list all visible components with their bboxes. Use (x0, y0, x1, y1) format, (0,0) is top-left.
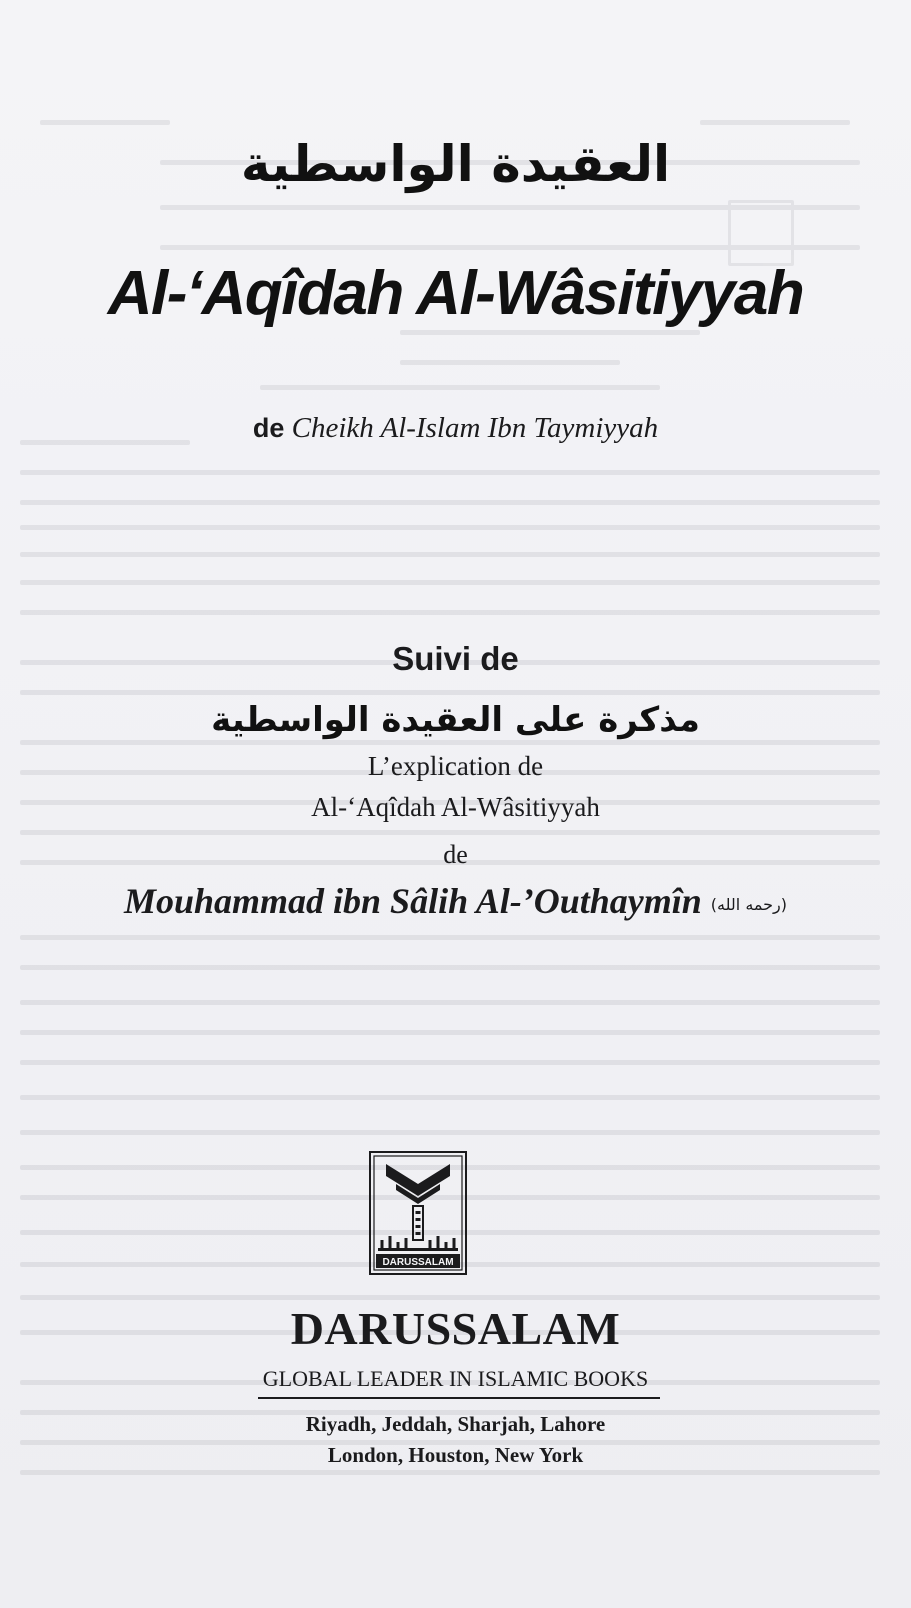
publisher-cities-1: Riyadh, Jeddah, Sharjah, Lahore (305, 1412, 606, 1436)
explanation-line-1: L’explication de (367, 751, 544, 781)
author-line (0, 412, 911, 445)
author-name: Cheikh Al-Islam Ibn Taymiyyah (291, 412, 659, 444)
honorific: (رحمه الله) (710, 895, 788, 915)
explanation-line-2: Al-‘Aqîdah Al-Wâsitiyyah (311, 792, 600, 822)
tagline-underline (258, 1397, 660, 1399)
commentator-line (0, 880, 911, 922)
followed-by-heading: Suivi de (392, 640, 519, 677)
author-prefix: de (252, 413, 285, 443)
publisher-tagline: GLOBAL LEADER IN ISLAMIC BOOKS (262, 1366, 649, 1391)
arabic-title: العقيدة الواسطية (240, 135, 671, 193)
explanation-by: de (443, 840, 468, 869)
publisher-name: DARUSSALAM (290, 1303, 621, 1354)
publisher-cities-2: London, Houston, New York (327, 1443, 584, 1467)
arabic-subtitle: مذكرة على العقيدة الواسطية (211, 700, 700, 740)
commentator-name: Mouhammad ibn Sâlih Al-’Outhaymîn (123, 881, 702, 921)
logo-text: DARUSSALAM (382, 1257, 454, 1268)
darussalam-logo-icon (368, 1150, 468, 1276)
book-title: Al-‘Aqîdah Al-Wâsitiyyah (107, 259, 804, 328)
